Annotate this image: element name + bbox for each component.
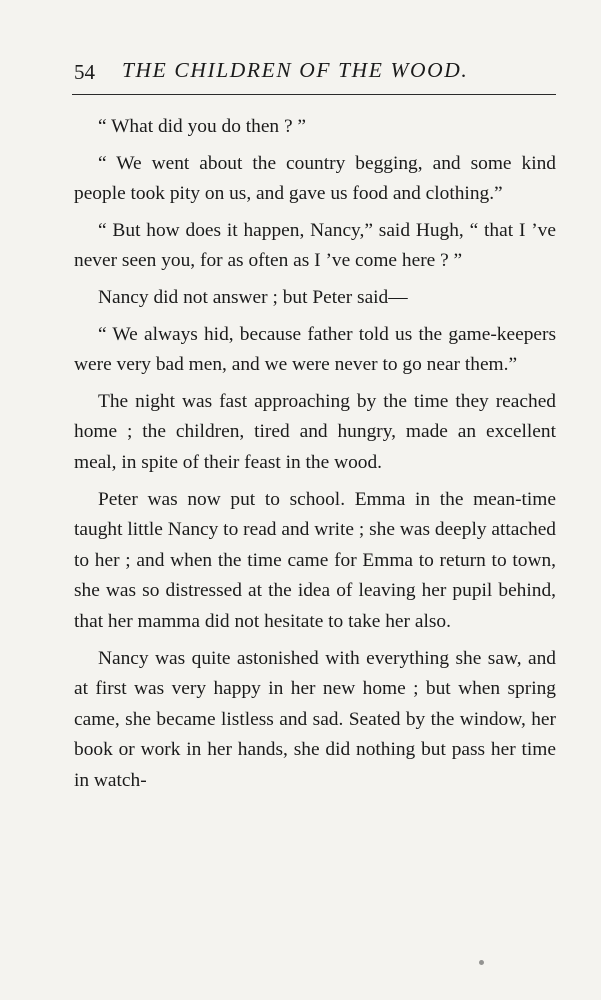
running-head	[74, 58, 556, 90]
paragraph: “ We always hid, because father told us the game-keepers were very bad men, and we were never to go near them.”	[74, 323, 556, 376]
body-text	[74, 112, 556, 802]
running-title: THE CHILDREN OF THE WOOD.	[122, 58, 469, 82]
paragraph: “ What did you do then ? ”	[98, 116, 307, 137]
paragraph: “ But how does it happen, Nancy,” said Hugh, “ that I ’ve never seen you, for as often as I ’ve come here ? ”	[74, 219, 556, 272]
paragraph: Nancy was quite astonished with everything she saw, and at first was very happy in her new home ; but when spring came, she became listless and sad. Seated by the window, her book or work in her hands, she did nothing but pass her time in watch-	[74, 647, 556, 791]
header-rule	[72, 94, 556, 95]
paragraph: The night was fast approaching by the time they reached home ; the children, tired and hungry, made an excellent meal, in spite of their feast in the wood.	[74, 390, 556, 473]
paragraph: Peter was now put to school. Emma in the mean-time taught little Nancy to read and write ; she was deeply attached to her ; and when the time came for Emma to return to town, she was so distressed at the idea of leaving her pupil behind, that her mamma did not hesitate to take her also.	[74, 488, 556, 632]
ink-speck	[479, 960, 484, 965]
paragraph: Nancy did not answer ; but Peter said—	[98, 286, 408, 308]
page-number: 54	[74, 60, 95, 84]
paragraph: “ We went about the country begging, and some kind people took pity on us, and gave us food and clothing.”	[74, 152, 556, 205]
